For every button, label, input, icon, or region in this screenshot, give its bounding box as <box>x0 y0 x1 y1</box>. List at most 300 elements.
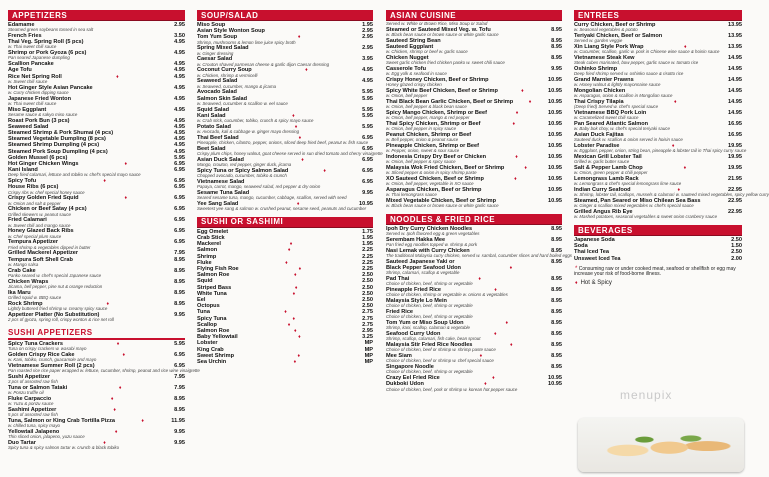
menu-item-description: w. Thai sweet chili sauce <box>8 100 57 106</box>
menu-item-price: MP <box>364 340 373 347</box>
section-sushi-appetizers <box>8 328 200 451</box>
menu-item-description: 5 pcs of assorted raw fish <box>8 411 58 417</box>
chili-pepper-icon: ♦ <box>292 290 296 297</box>
menu-item-description: Sweet garlic chicken fried chicken panko w. sweet chili sauce <box>386 60 505 66</box>
menu-item-price: 10.95 <box>548 165 562 171</box>
section-title: SOUP/SALAD <box>197 10 373 21</box>
chili-pepper-icon: ♦ <box>524 165 527 171</box>
menu-item-price: 16.95 <box>728 121 742 127</box>
footnote <box>574 267 742 278</box>
chili-pepper-icon: ♦ <box>110 395 114 402</box>
menu-item-description: w. Onion, green pepper & chili pepper <box>574 170 648 176</box>
column-3 <box>386 10 572 397</box>
chili-pepper-icon: ♦ <box>284 309 287 316</box>
menu-item-description: Grilled w. garlic butter sauce <box>574 159 630 165</box>
chili-pepper-icon: ♦ <box>296 200 300 207</box>
menu-item-name: Yee Sang Salad <box>197 200 239 207</box>
menu-item-price: 2.25 <box>362 247 373 254</box>
menu-item-price: 2.75 <box>362 315 373 322</box>
menu-item-name: Pineapple Fried Rice <box>386 287 442 294</box>
menu-item-name: Xin Liang Style Pork Wrap <box>574 44 644 50</box>
menu-item-name: Thai Iced Tea <box>574 249 610 256</box>
menu-item-price: 13.95 <box>728 33 742 39</box>
menu-item-price: 10.95 <box>547 375 562 382</box>
menu-item-name: Crab Cake <box>8 267 36 274</box>
menu-item-name: Tuna, Salmon or King Crab Tortilla Pizza <box>8 417 116 424</box>
menu-item-name: Japanese Fried Wonton <box>8 95 71 102</box>
menu-item-price: 8.95 <box>174 278 185 285</box>
menu-item-name: Squid Salad <box>197 106 230 113</box>
menu-item-price: 10.95 <box>548 99 562 105</box>
menu-item-name: Crispy Honey Chicken, Beef or Shrimp <box>386 77 489 83</box>
menu-item-name: Hot Ginger Chicken Wings <box>8 161 79 168</box>
section-entrees <box>574 10 769 220</box>
menu-item-price: 6.95 <box>174 167 185 174</box>
menu-item-description: Pan roasted rice rice paper wrapped w. lettuce, cucumber, shrimp, peanut and rice wine vinaigrette <box>8 367 200 373</box>
menu-item-description: Sweetest yee sang & salmon w. crushed peanut, sesame seed, peanuts and cucumber <box>197 206 367 212</box>
menu-item-price: 8.95 <box>551 298 562 305</box>
menu-item-price: 8.95 <box>174 300 185 307</box>
menu-item-description: Panko seared w. chef's special Japanese sauce <box>8 272 102 278</box>
menu-item-description: w. Chef special plum sauce <box>8 233 62 239</box>
section-title: BEVERAGES <box>574 225 742 236</box>
menu-item-name: Eel <box>197 297 206 304</box>
menu-item-price: MP <box>364 346 373 353</box>
menu-item-name: Miso Eggplant <box>8 106 47 113</box>
chili-pepper-icon: ♦ <box>294 284 298 291</box>
menu-item-description: w. Onion, bell pepper, vegetable in XO sauce <box>386 181 474 187</box>
menu-item-description: Choice of chicken, beef, pork or shrimp w. korean hot pepper sauce <box>386 386 518 392</box>
menu-item-price: 9.95 <box>174 439 185 446</box>
menu-item-price: 10.95 <box>358 200 373 207</box>
menu-item-name: Fluke Carpaccio <box>8 395 52 402</box>
menu-item-name: Golden Mussel (6 pcs) <box>8 154 68 161</box>
menu-item-name: Sweet Shrimp <box>197 352 234 359</box>
menu-item-price: 10.95 <box>547 176 562 182</box>
menu-item-description: Fried shrimp & vegetables dipped in butter <box>8 244 91 250</box>
menu-item-name: Crab Stick <box>197 235 225 242</box>
chili-pepper-icon: ♦ <box>509 342 513 349</box>
menu-item-name: Asian Duck Salad <box>197 156 244 163</box>
menu-item-name: Thai Crispy Tilapia <box>574 99 624 105</box>
menu-item-name: Beet Salad <box>197 145 226 152</box>
menu-item-name: Vietnamese Summer Roll (2 pcs) <box>8 362 95 369</box>
menu-item-name: Spicy Tuna Crackers <box>8 340 63 347</box>
menu-item-price: 22.95 <box>728 198 742 204</box>
menu-item-price: 5.95 <box>174 154 185 161</box>
menu-item-name: Sauteed String Bean <box>386 37 441 44</box>
menu-item-name: Salmon Skin Salad <box>197 95 248 102</box>
column-4 <box>574 10 769 286</box>
menu-item-name: Rock Shrimp <box>8 300 43 307</box>
menu-item-description: w. Yuzu & ponzu sauce <box>8 400 54 406</box>
menu-item-description: w. Curry chicken dipping sauce <box>8 89 69 95</box>
menu-item-price: 8.95 <box>551 331 562 338</box>
menu-item-name: Edamame <box>8 22 35 28</box>
menu-item-price: 13.95 <box>728 44 742 50</box>
menu-item-name: Crazy Eel Fried Rice <box>386 375 440 382</box>
menu-item-name: Grand Marnier Prawns <box>574 77 634 83</box>
menu-item-name: Salmon <box>197 247 218 254</box>
menu-item-description: w. Sliced pepper & onion in spicy shrimp paste <box>386 170 477 176</box>
menu-item-price: 1.95 <box>362 235 373 242</box>
chili-pepper-icon: ♦ <box>103 178 106 185</box>
menu-item-price: 7.95 <box>174 250 185 257</box>
menu-item-name: Mexican Grill Lobster Tail <box>574 154 642 160</box>
menu-item-name: Tuna or Salmon Tataki <box>8 384 68 391</box>
menu-item-price: 2.25 <box>362 266 373 273</box>
chili-pepper-icon: ♦ <box>292 112 295 119</box>
section-title: SUSHI OR SASHIMI <box>197 217 373 228</box>
menu-item-price: 22.95 <box>727 187 742 193</box>
menu-item-price: 4.95 <box>174 123 185 130</box>
menu-item-description: w. Seaweed, cucumber & scallion w. eel sauce <box>197 100 288 106</box>
menu-item-name: Tom Yum or Miso Soup Udon <box>386 320 464 327</box>
menu-item-description: w. Onion and salt & pepper <box>8 200 61 206</box>
menu-item-name: Kani Island <box>8 167 38 174</box>
menu-item-price: 2.50 <box>362 303 373 310</box>
menu-item-name: Steamed Shrimp & Pork Shumai (4 pcs) <box>8 130 114 137</box>
menu-item-price: 4.95 <box>174 130 185 137</box>
menu-item-price: 14.95 <box>728 88 742 94</box>
menu-item-description: Choice of chicken, beef, shrimp or vegetable <box>386 369 473 375</box>
chili-pepper-icon: ♦ <box>287 321 291 328</box>
menu-item-description: Served w. garden veggie <box>574 38 623 44</box>
menu-item-price: MP <box>364 359 373 366</box>
chili-pepper-icon: ♦ <box>683 44 687 50</box>
menu-item-price: 1.95 <box>362 241 373 248</box>
menu-item-name: Spicy Tuna <box>197 315 227 322</box>
menu-item-description: w. Mashed potatoes, seasonal vegetables & sweet onion cranberry sauce <box>574 214 718 220</box>
menu-item-description: w. Ponzu truffle oil <box>8 389 44 395</box>
menu-item-name: Caesar Salad <box>197 56 233 63</box>
chili-pepper-icon: ♦ <box>122 351 126 358</box>
menu-item-price: 2.50 <box>362 284 373 291</box>
menu-item-price: 14.95 <box>728 55 742 61</box>
menu-item-price: 8.95 <box>551 287 562 294</box>
menu-item-description: Papaya, carrot, mango, seaweed salad, red pepper & dry onion <box>197 184 321 190</box>
menu-item-description: w. Asparagus, onion & scallion in Mongolian sauce <box>574 93 673 99</box>
menu-item-name: Chicken or Beef Satay (4 pcs) <box>8 206 87 213</box>
menu-item-name: Shrimp or Pork Gyoza (6 pcs) <box>8 50 87 57</box>
menu-item-description: w. chilled tuna, spicy mayo <box>8 422 60 428</box>
menu-item-name: Scallop <box>197 321 217 328</box>
menu-item-description: w. Sweet chili and mango sauce <box>8 222 71 228</box>
menu-item-price: 1.95 <box>362 22 373 28</box>
menu-item-name: Japanese Soda <box>574 237 615 243</box>
menu-item-price: 2.25 <box>362 259 373 266</box>
menu-item-name: Spicy White Beef Chicken, Beef or Shrimp <box>386 88 498 94</box>
menu-item-description: Served w. White or Brown Rice, Miso Soup or Salad <box>386 21 488 26</box>
menu-item-description: Crispy plum chips, honey walnut, goat cheese served in sun dried tomato and cherry vinaigrette <box>197 151 383 157</box>
menu-item-price: 2.95 <box>362 45 373 52</box>
menu-item-price: 9.95 <box>551 66 562 72</box>
menu-item-price: 2.75 <box>362 321 373 328</box>
menu-item-price: 22.95 <box>728 209 742 215</box>
menu-item-price: 4.95 <box>174 148 185 155</box>
menu-item-name: Malaysia Wok Fried Chicken, Beef or Shrimp <box>386 165 505 171</box>
menu-item-description: w. Chicken, shrimp or beef w. garlic sauce <box>386 49 468 55</box>
section-asian-cuisine <box>386 10 562 209</box>
menu-item-price: 5.95 <box>362 123 373 130</box>
menu-item-price: 4.95 <box>174 61 185 68</box>
column-2 <box>197 10 383 370</box>
menu-item-price: 10.95 <box>548 187 562 193</box>
menu-item-price: 13.95 <box>728 22 742 28</box>
menu-item-name: Singapore Noodle <box>386 364 434 371</box>
menu-item-description: w. Kani, tobiko, crunch, guacamole and mayo <box>8 356 97 362</box>
menu-item-description: Deep fried shrimp served w. oshinko sauce & risotto rice <box>574 71 684 77</box>
chili-pepper-icon: ♦ <box>493 331 497 338</box>
menu-item-price: 8.95 <box>551 364 562 371</box>
chili-pepper-icon: ♦ <box>293 272 297 279</box>
menu-item-description: Choice of chicken, beef, shrimp or vegetable <box>386 281 473 287</box>
menu-item-name: Kani Salad <box>197 112 226 119</box>
menu-item-description: Chopped avocado, cucumber, tobiko & crunch <box>197 173 287 179</box>
menu-item-name: Pad Thai <box>386 276 410 283</box>
menu-item-description: w. Egg yolk & seafood in sauce <box>386 71 447 77</box>
chili-pepper-icon: ♦ <box>297 34 301 41</box>
menu-item-name: Flying Fish Roe <box>197 266 239 273</box>
menu-item-price: 6.95 <box>174 195 185 202</box>
section-noodles-fried-rice <box>386 214 572 392</box>
menu-item-price: 2.50 <box>362 278 373 285</box>
menu-item-name: Sauteed Japanese Yaki or <box>386 259 455 265</box>
chili-pepper-icon: ♦ <box>494 287 497 294</box>
chili-pepper-icon: ♦ <box>287 247 291 254</box>
menu-item-description: w. Ginger & scallion mixed vegetables w. chef's special sauce <box>574 203 694 209</box>
menu-item-price: 10.95 <box>548 143 562 149</box>
chili-pepper-icon: ♦ <box>515 154 518 160</box>
menu-item <box>197 359 373 365</box>
menu-item-price: 5.95 <box>362 89 373 96</box>
menu-item-description: w. Pepper, onion, sweet & sour sauce <box>386 148 460 154</box>
menu-item-price: 10.95 <box>548 88 562 94</box>
menu-item-price: 6.95 <box>362 156 373 163</box>
menu-item-price: 4.95 <box>174 67 185 74</box>
menu-item-name: Spicy Tofu <box>8 178 37 185</box>
menu-item-name: Malaysia Style Lo Mein <box>386 298 447 305</box>
menu-item-price: 1.75 <box>362 228 373 235</box>
chili-pepper-icon: ♦ <box>478 276 481 283</box>
menu-item-name: Chicken Wraps <box>8 278 49 285</box>
section-title: NOODLES & FRIED RICE <box>386 214 562 225</box>
menu-item-name: Fried Calamari <box>8 217 47 224</box>
menu-item-price: 8.95 <box>174 267 185 274</box>
menu-item-description: w. Onion, bell pepper, mango & red pepper <box>386 115 470 121</box>
chili-pepper-icon: ♦ <box>671 143 675 149</box>
menu-item-price: 8.95 <box>551 44 562 50</box>
menu-item-description: Grilled skewers w. peanut sauce <box>8 211 71 217</box>
menu-item-description: Choice of chicken, beef, shrimp or vegetable <box>386 314 473 320</box>
menu-item-name: Vietnamese BBQ Pork Loin <box>574 110 647 116</box>
section-title: SUSHI APPETIZERS <box>8 328 185 340</box>
chili-pepper-icon: ♦ <box>484 381 487 388</box>
menu-item-name: Sesame Tuna Salad <box>197 189 250 196</box>
menu-item-price: 10.95 <box>547 381 562 388</box>
menu-item-price: 2.95 <box>362 28 373 35</box>
menu-item-description: Shrimp, mushrooms & lemon lime juice spicy broth <box>197 39 296 45</box>
menu-item-name: XO Sauteed Chicken, Beef or Shrimp <box>386 176 484 182</box>
menu-item-price: 7.95 <box>174 373 185 380</box>
menu-item-price: 6.95 <box>174 217 185 224</box>
chili-pepper-icon: ♦ <box>505 320 509 327</box>
menu-item-price: 6.95 <box>174 206 185 213</box>
menu-item-name: Age Tofu <box>8 67 32 74</box>
menu-item-name: Yellowtail Jalapeno <box>8 428 60 435</box>
menu-item-price: 2.00 <box>731 255 742 262</box>
menu-item-description: w. Thai lemongrass sauce <box>386 192 437 198</box>
chili-pepper-icon: ♦ <box>514 176 517 182</box>
menu-item-name: Lobster Paradise <box>574 143 620 149</box>
menu-item-description: w. Eggplant, pepper, onion, string bean, pineapple & lobster tail in Thai spicy curry sauce <box>574 148 747 154</box>
chili-pepper-icon: ♦ <box>293 328 297 335</box>
menu-item-price: 8.95 <box>551 248 562 254</box>
menu-item-price: 4.95 <box>174 95 185 102</box>
menu-item-description: Served w. Ipoh flavored egg & green vegetables <box>386 231 480 237</box>
menu-item-price: 10.95 <box>548 110 562 116</box>
menu-item-name: Appetizer Platter (No Substitution) <box>8 311 100 318</box>
menu-item-name: Peanut Chicken, Shrimp or Beef <box>386 132 472 138</box>
chili-pepper-icon: ♦ <box>323 167 326 174</box>
menu-item-price: 2.50 <box>731 237 742 243</box>
menu-item-name: Egg Omelet <box>197 228 229 235</box>
chili-pepper-icon: ♦ <box>289 241 293 248</box>
menu-item-description: w. Onion, bell pepper & black bean sauce <box>386 104 467 110</box>
section-soup-salad <box>197 10 383 212</box>
menu-item-price: 6.95 <box>174 184 185 191</box>
chili-pepper-icon: ♦ <box>103 439 106 446</box>
menu-item-price: 4.95 <box>174 106 185 113</box>
menu-item-name: Salt & Pepper Lamb Chop <box>574 165 643 171</box>
menu-item-description: w. Shrimp, lobster tail, scallops, mussels & calamari w. sauteed mixed vegetables, spicy yellow curry <box>574 192 769 198</box>
menu-item-price: 8.95 <box>551 320 562 327</box>
menu-item-price: 6.95 <box>174 178 185 185</box>
chili-pepper-icon: ♦ <box>512 121 516 127</box>
chili-pepper-icon: ♦ <box>113 406 116 413</box>
menu-item-price: 14.95 <box>728 110 742 116</box>
menu-item-name: Grilled Angus Rib Eye <box>574 209 633 215</box>
menu-item-name: Thai Spicy Chicken, Shrimp or Beef <box>386 121 481 127</box>
menu-item-name: Fried Rice <box>386 309 414 316</box>
menu-item-price: 6.95 <box>362 145 373 152</box>
chili-pepper-icon: ♦ <box>285 259 288 266</box>
menu-item-description: w. Black bean sauce or brown sauce or white garlic sauce <box>386 32 499 37</box>
menu-item-description: Seared sesame tuna, mango, cucumber, cabbage, scallion, served with seed <box>197 195 347 201</box>
menu-item-description: Choice of chicken, shrimp or vegetable w. onions & vegetables <box>386 292 508 298</box>
menu-item-price: 3.95 <box>362 56 373 63</box>
menu-item-description: w. Mango salsa <box>8 261 39 267</box>
chili-pepper-icon: ♦ <box>515 110 519 116</box>
chili-pepper-icon: ♦ <box>528 99 532 105</box>
chili-pepper-icon: ♦ <box>116 73 119 80</box>
menu-item-description: Spicy tuna & spicy salmon tartar w. crunch & black tobiko <box>8 444 120 450</box>
chili-pepper-icon: ♦ <box>114 428 118 435</box>
menu-item-price: 8.95 <box>551 226 562 232</box>
menu-item-name: Roast Pork Bun (3 pcs) <box>8 117 70 124</box>
chili-pepper-icon: ♦ <box>106 300 110 307</box>
menu-item-name: Salmon Roe <box>197 272 230 279</box>
menu-item-price: 8.95 <box>551 353 562 360</box>
menu-item-name: Lemongrass Lamb Rack <box>574 176 639 182</box>
menu-item-price: 4.95 <box>174 142 185 149</box>
menu-item-description: w. Baby bok choy, w. chef's special teriyaki sauce <box>574 126 670 132</box>
menu-item-description: Pan fried egg noodles topped w. shrimp & pork <box>386 242 478 248</box>
menu-item-price: 4.95 <box>174 39 185 46</box>
menu-item-name: Crispy Golden Fried Squid <box>8 195 79 202</box>
menu-item-price: 10.95 <box>548 77 562 83</box>
menu-item-price: 21.95 <box>728 176 742 182</box>
menu-item-name: Seafood Curry Udon <box>386 331 441 338</box>
menu-item-price: 8.95 <box>551 259 562 265</box>
menu-item-price: 8.95 <box>174 395 185 402</box>
menu-item-description: w. Chicken, shrimp & vermicelli <box>197 72 258 78</box>
menu-item-name: Mackerel <box>197 241 221 248</box>
menu-item-name: Serembam Hakka Mee <box>386 237 446 243</box>
chili-pepper-icon: ♦ <box>297 352 301 359</box>
chili-pepper-icon: ♦ <box>298 266 302 273</box>
menu-item-price: 11.95 <box>171 417 185 424</box>
legend <box>574 280 742 286</box>
menu-item-description: Pan seared Japanese dumpling <box>8 55 70 61</box>
menu-item-description: The traditional Malaysia curry chicken, served w. sambal, cucumber slices and hard boiled eggs <box>386 253 572 259</box>
menu-item-description: Deep fried calamari, lettuce and tobiko w. chef's special mayo sauce <box>8 172 141 178</box>
menu-item-price: 4.95 <box>174 73 185 80</box>
menu-item-price: 3.50 <box>174 33 185 39</box>
menu-item-name: Vietnamese Salad <box>197 178 245 185</box>
menu-item-name: Tom Yum Soup <box>197 34 238 41</box>
menu-item-name: Mongolian Chicken <box>574 88 626 94</box>
chili-pepper-icon: ♦ <box>293 359 297 366</box>
menu-item-price: 2.50 <box>362 297 373 304</box>
menu-item-name: French Fries <box>8 33 42 39</box>
menu-item-name: Golden Crispy Rice Cake <box>8 351 75 358</box>
menu-item-name: Squid <box>197 278 213 285</box>
menu-item-price: 10.95 <box>548 121 562 127</box>
menu-item-name: Fluke <box>197 259 212 266</box>
menu-item-name: Indonesia Crispy Dry Beef or Chicken <box>386 154 487 160</box>
menu-item-price: 4.95 <box>174 136 185 143</box>
section-beverages <box>574 225 742 262</box>
menu-item-name: King Crab <box>197 346 224 353</box>
menu-item-description: w. Crab stick, cucumber, tobiko, crunch & spicy mayo sauce <box>197 118 314 124</box>
menu-item-price: 5.95 <box>362 106 373 113</box>
menu-item-price: 6.95 <box>362 178 373 185</box>
menu-item-price: 16.95 <box>728 132 742 138</box>
menu-item-price: 5.95 <box>362 95 373 102</box>
menu-item-name: Unsweet Iced Tea <box>574 255 621 262</box>
menu-item-description: Grilled squid w. BBQ sauce <box>8 294 62 300</box>
menu-item-description: Tuna on crispy crackers w. wasabi mayo <box>8 345 87 351</box>
menu-item-name: Dukboki Udon <box>386 381 424 388</box>
menu-item-description: w. Bell pepper, onion & peanut sauce <box>386 137 459 143</box>
food-photo <box>578 418 744 472</box>
menu-item-price: 6.95 <box>362 167 373 174</box>
menu-item-description: w. Honey walnut & lightly mayonnaise sauce <box>574 82 661 88</box>
menu-item-name: Spring Mixed Salad <box>197 45 249 52</box>
menu-item-name: Pineapple Chicken, Shrimp or Beef <box>386 143 479 149</box>
menu-item-name: Sea Urchin <box>197 359 227 366</box>
menu-item-price: 14.95 <box>728 77 742 83</box>
menu-item-name: Curry Chicken, Beef or Shrimp <box>574 22 656 28</box>
section-title: ENTREES <box>574 10 742 21</box>
chili-pepper-icon: ♦ <box>683 165 687 171</box>
menu-item-name: Tuna <box>197 309 210 316</box>
menu-item-price: 4.95 <box>174 117 185 124</box>
column-1 <box>8 10 200 456</box>
chili-pepper-icon: ♦ <box>677 187 681 193</box>
menu-item-name: Baby Yellowtail <box>197 334 238 341</box>
